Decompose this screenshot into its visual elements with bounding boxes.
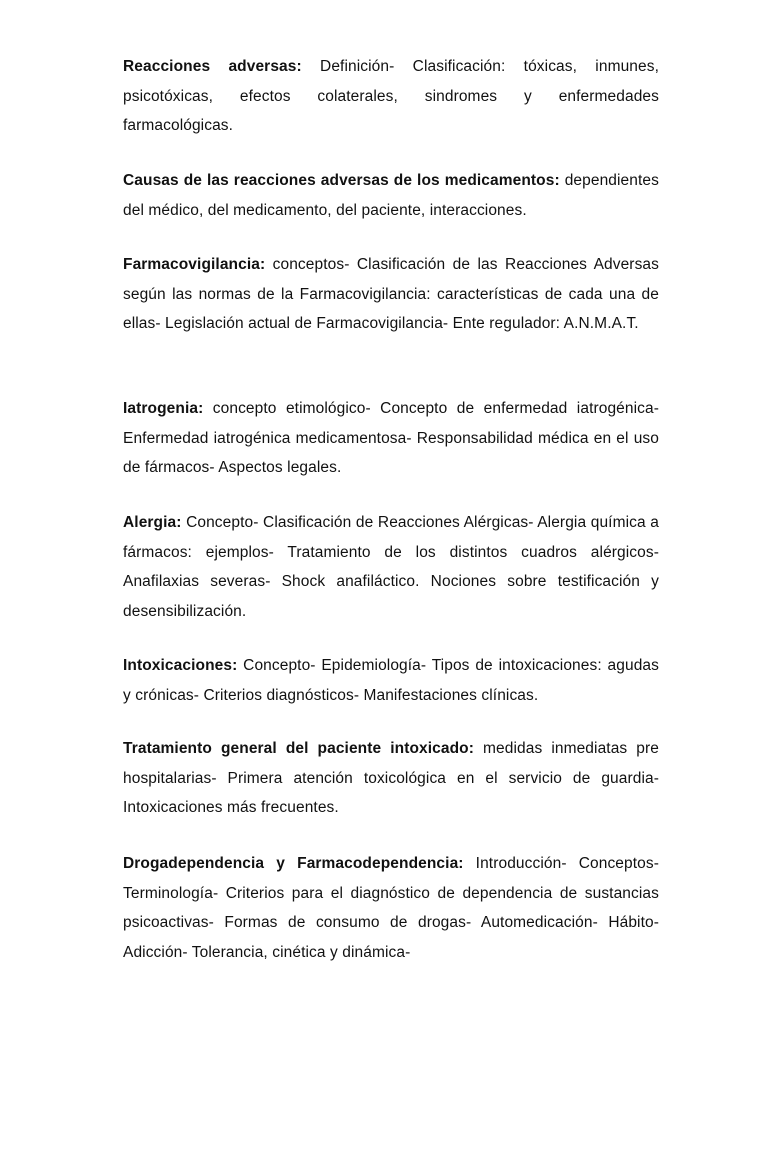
section-causas-reacciones xyxy=(123,166,659,225)
section-body: Introducción- Conceptos- Terminología- Criterios para el diagnóstico de dependencia de sustancias psicoactivas- Formas de consumo de drogas- Automedicación- Hábito- Adicción- Tolerancia, cinética y dinámica- xyxy=(123,855,659,961)
section-reacciones-adversas xyxy=(123,52,659,141)
section-heading: Farmacovigilancia: xyxy=(123,256,266,273)
section-heading: Alergia: xyxy=(123,514,182,531)
section-heading: Reacciones adversas: xyxy=(123,58,302,75)
section-intoxicaciones xyxy=(123,651,659,710)
section-heading: Iatrogenia: xyxy=(123,400,204,417)
section-heading: Causas de las reacciones adversas de los medicamentos: xyxy=(123,172,560,189)
section-heading: Tratamiento general del paciente intoxicado: xyxy=(123,740,474,757)
section-body: Concepto- Epidemiología- Tipos de intoxicaciones: agudas y crónicas- Criterios diagnósticos- Manifestaciones clínicas. xyxy=(123,657,659,704)
section-body: medidas inmediatas pre hospitalarias- Primera atención toxicológica en el servicio de guardia- Intoxicaciones más frecuentes. xyxy=(123,740,659,816)
section-body: Concepto- Clasificación de Reacciones Alérgicas- Alergia química a fármacos: ejemplos- Tratamiento de los distintos cuadros alérgicos- Anafilaxias severas- Shock anafiláctico. Nociones sobre testificación y desensibilización. xyxy=(123,514,659,620)
section-farmacovigilancia xyxy=(123,250,659,339)
section-body: concepto etimológico- Concepto de enfermedad iatrogénica- Enfermedad iatrogénica medicamentosa- Responsabilidad médica en el uso de fármacos- Aspectos legales. xyxy=(123,400,659,476)
section-heading: Drogadependencia y Farmacodependencia: xyxy=(123,855,464,872)
section-heading: Intoxicaciones: xyxy=(123,657,238,674)
section-alergia xyxy=(123,508,659,626)
section-tratamiento-intoxicado xyxy=(123,734,659,823)
section-body: dependientes del médico, del medicamento, del paciente, interacciones. xyxy=(123,172,659,219)
section-body: conceptos- Clasificación de las Reacciones Adversas según las normas de la Farmacovigilancia: características de cada una de ellas- Legislación actual de Farmacovigilancia- Ente regulador: A.N.M.A.T. xyxy=(123,256,659,332)
section-drogadependencia xyxy=(123,849,659,967)
section-body: Definición- Clasificación: tóxicas, inmunes, psicotóxicas, efectos colaterales, sindromes y enfermedades farmacológicas. xyxy=(123,58,660,134)
section-iatrogenia xyxy=(123,394,659,483)
